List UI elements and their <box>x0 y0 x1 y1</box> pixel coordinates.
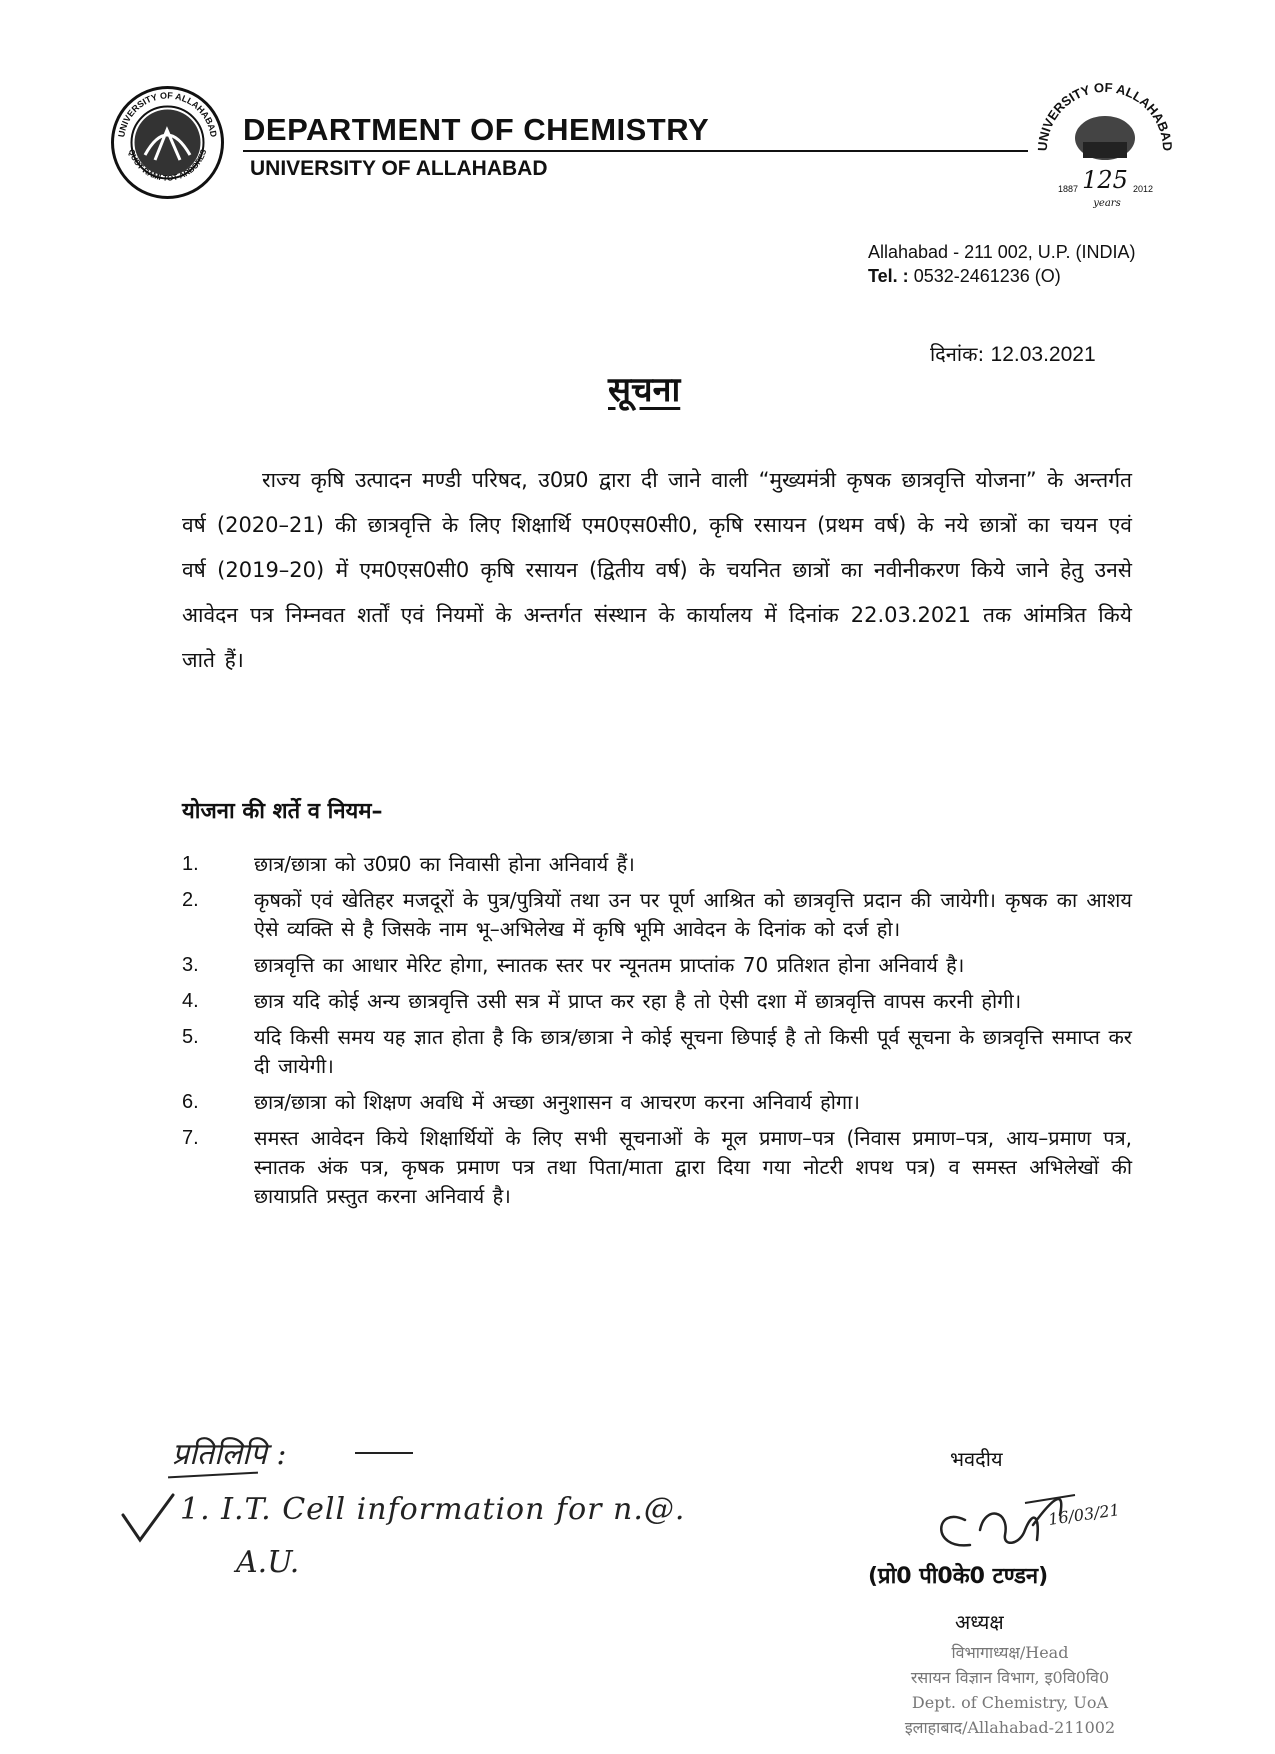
signatory-name: (प्रो0 पी0के0 टण्डन) <box>868 1564 1049 1589</box>
notice-date <box>930 340 1096 367</box>
rule-text: छात्र/छात्रा को शिक्षण अवधि में अच्छा अनुशासन व आचरण करना अनिवार्य होगा। <box>254 1090 860 1114</box>
stamp-line: इलाहाबाद/Allahabad-211002 <box>904 1718 1116 1737</box>
stamp-line: विभागाध्यक्ष/Head <box>951 1643 1069 1662</box>
right-seal-year-start: 1887 <box>1057 184 1079 194</box>
rule-item <box>182 886 1132 944</box>
rule-item <box>182 1023 1132 1081</box>
rule-number: 3. <box>182 954 199 976</box>
rule-text: छात्र यदि कोई अन्य छात्रवृत्ति उसी सत्र में प्राप्त कर रहा है तो ऐसी दशा में छात्रवृत्ति वापस करनी होगी। <box>254 989 1022 1013</box>
stamp-line: रसायन विज्ञान विभाग, इ0वि0वि0 <box>910 1668 1110 1687</box>
rule-text: यदि किसी समय यह ज्ञात होता है कि छात्र/छात्रा ने कोई सूचना छिपाई है तो किसी पूर्व सूचना के छात्रवृत्ति समाप्त कर दी जायेगी। <box>254 1025 1132 1078</box>
rule-text: छात्र/छात्रा को उ0प्र0 का निवासी होना अनिवार्य हैं। <box>254 852 635 876</box>
rule-item <box>182 951 1132 980</box>
copy-to-label: प्रतिलिपि : <box>172 1437 287 1472</box>
date-label: दिनांक: <box>930 342 985 366</box>
department-name: DEPARTMENT OF CHEMISTRY <box>243 112 710 147</box>
copy-to-entry-continued: A.U. <box>236 1545 300 1580</box>
rule-number: 4. <box>182 990 199 1012</box>
date-value: 12.03.2021 <box>990 343 1096 366</box>
rule-text: छात्रवृत्ति का आधार मेरिट होगा, स्नातक स्तर पर न्यूनतम प्राप्तांक 70 प्रतिशत होना अनिवार्य है। <box>254 953 965 977</box>
telephone-label: Tel. : <box>868 266 909 286</box>
right-seal-year-end: 2012 <box>1132 184 1154 194</box>
department-stamp <box>850 1640 1170 1740</box>
rule-number: 7. <box>182 1127 199 1149</box>
copy-to-dash <box>355 1452 413 1454</box>
right-seal-years: 125 <box>1082 166 1128 194</box>
rule-item <box>182 987 1132 1016</box>
university-anniversary-seal-icon <box>1035 80 1175 215</box>
right-seal-years-word: years <box>1093 198 1121 209</box>
rule-text: कृषकों एवं खेतिहर मजदूरों के पुत्र/पुत्रियों तथा उन पर पूर्ण आश्रित को छात्रवृत्ति प्रदान की जायेगी। कृषक का आशय ऐसे व्यक्ति से है जिसके नाम भू–अभिलेख में कृषि भूमि आवेदन के दिनांक को दर्ज हो। <box>254 888 1132 941</box>
tick-mark-icon <box>118 1490 178 1545</box>
address-line: Allahabad - 211 002, U.P. (INDIA) <box>868 242 1136 262</box>
left-seal-text: UNIVERSITY OF ALLAHABAD <box>116 90 219 138</box>
rule-number: 2. <box>182 889 199 911</box>
notice-title: सूचना <box>608 370 681 410</box>
rule-text: समस्त आवेदन किये शिक्षार्थियों के लिए सभी सूचनाओं के मूल प्रमाण–पत्र (निवास प्रमाण–पत्र, आय–प्रमाण पत्र, स्नातक अंक पत्र, कृषक प्रमाण पत्र तथा पिता/माता द्वारा दिया गया नोटरी शपथ पत्र) व समस्त अभिलेखों की छायाप्रति प्रस्तुत करना अनिवार्य है। <box>254 1126 1132 1208</box>
rule-number: 5. <box>182 1026 199 1048</box>
left-seal-motto: QUOT RAMI TOT ARBORES <box>126 148 209 183</box>
copy-to-entry: 1. I.T. Cell information for n.@. <box>180 1492 686 1527</box>
telephone-line <box>868 264 1135 288</box>
notice-body: राज्य कृषि उत्पादन मण्डी परिषद, उ0प्र0 द्वारा दी जाने वाली “मुख्यमंत्री कृषक छात्रवृत्ति योजना” के अन्तर्गत वर्ष (2020–21) की छात्रवृत्ति के लिए शिक्षार्थि एम0एस0सी0, कृषि रसायन (प्रथम वर्ष) के नये छात्रों का चयन एवं वर्ष (2019–20) में एम0एस0सी0 कृषि रसायन (द्वितीय वर्ष) के चयनित छात्रों का नवीनीकरण किये जाने हेतु उनसे आवेदन पत्र निम्नवत शर्तों एवं नियमों के अन्तर्गत संस्थान के कार्यालय में दिनांक 22.03.2021 तक आंमत्रित किये जाते हैं। <box>182 468 1132 672</box>
stamp-line: Dept. of Chemistry, UoA <box>911 1693 1109 1712</box>
letterhead-rule <box>243 150 1028 152</box>
signatory-designation: अध्यक्ष <box>955 1610 1004 1634</box>
telephone-number: 0532-2461236 (O) <box>913 266 1061 286</box>
right-seal-text: UNIVERSITY OF ALLAHABAD <box>1035 80 1175 152</box>
yours-faithfully: भवदीय <box>950 1447 1003 1471</box>
rules-heading: योजना की शर्ते व नियम– <box>182 799 383 824</box>
rules-list <box>182 850 1132 1218</box>
university-seal-left-icon <box>110 85 225 200</box>
rule-item <box>182 1124 1132 1211</box>
address-block <box>868 240 1135 288</box>
rule-item <box>182 850 1132 879</box>
signature-date: 16/03/21 <box>1047 1500 1121 1529</box>
rule-item <box>182 1088 1132 1117</box>
rule-number: 1. <box>182 853 199 875</box>
university-name: UNIVERSITY OF ALLAHABAD <box>250 157 548 180</box>
rule-number: 6. <box>182 1091 199 1113</box>
